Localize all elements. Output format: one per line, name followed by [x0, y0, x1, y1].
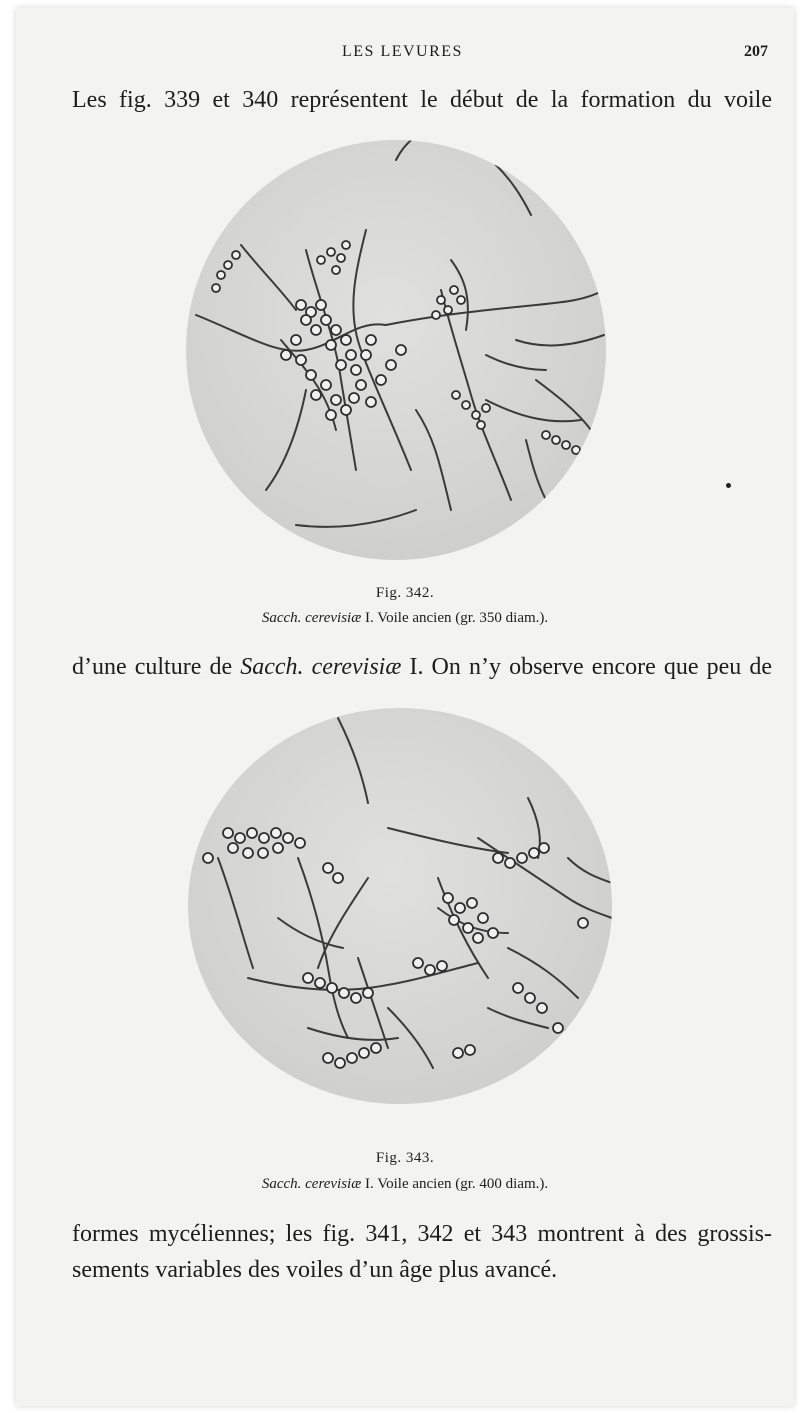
body-line-2: [72, 653, 772, 681]
figure-342-caption-text: I. Voile ancien (gr. 350 diam.).: [361, 610, 549, 626]
running-head: LES LEVURES: [342, 43, 463, 60]
figure-342-caption-species: Sacch. cerevisiæ: [261, 610, 362, 626]
page-number: 207: [744, 43, 768, 60]
micrograph-fig-343: [188, 708, 612, 1104]
micrograph-fig-342-drawing: [186, 140, 606, 560]
micrograph-fig-343-drawing: [188, 708, 612, 1104]
print-speck: [726, 483, 731, 488]
body-line-2-prefix: d’une culture de: [72, 654, 241, 680]
figure-342-label: Fig. 342.: [375, 585, 435, 601]
book-page: [16, 8, 794, 1406]
body-line-3: formes mycéliennes; les fig. 341, 342 et 343 montrent à des grossis-: [72, 1221, 772, 1247]
figure-343-caption-species: Sacch. cerevisiæ: [261, 1176, 362, 1192]
figure-343-caption-text: I. Voile ancien (gr. 400 diam.).: [361, 1176, 549, 1192]
body-line-2-suffix: I. On n’y observe encore que peu de: [401, 654, 773, 680]
body-line-2-species: Sacch. cerevisiæ: [240, 654, 402, 680]
figure-343-label: Fig. 343.: [375, 1150, 435, 1166]
figure-342-caption: [16, 610, 794, 627]
body-line-4: sements variables des voiles d’un âge plus avancé.: [72, 1257, 558, 1283]
micrograph-fig-342: [186, 140, 606, 560]
figure-343-caption: [16, 1176, 794, 1193]
body-line-1: Les fig. 339 et 340 représentent le début de la formation du voile: [72, 87, 772, 113]
